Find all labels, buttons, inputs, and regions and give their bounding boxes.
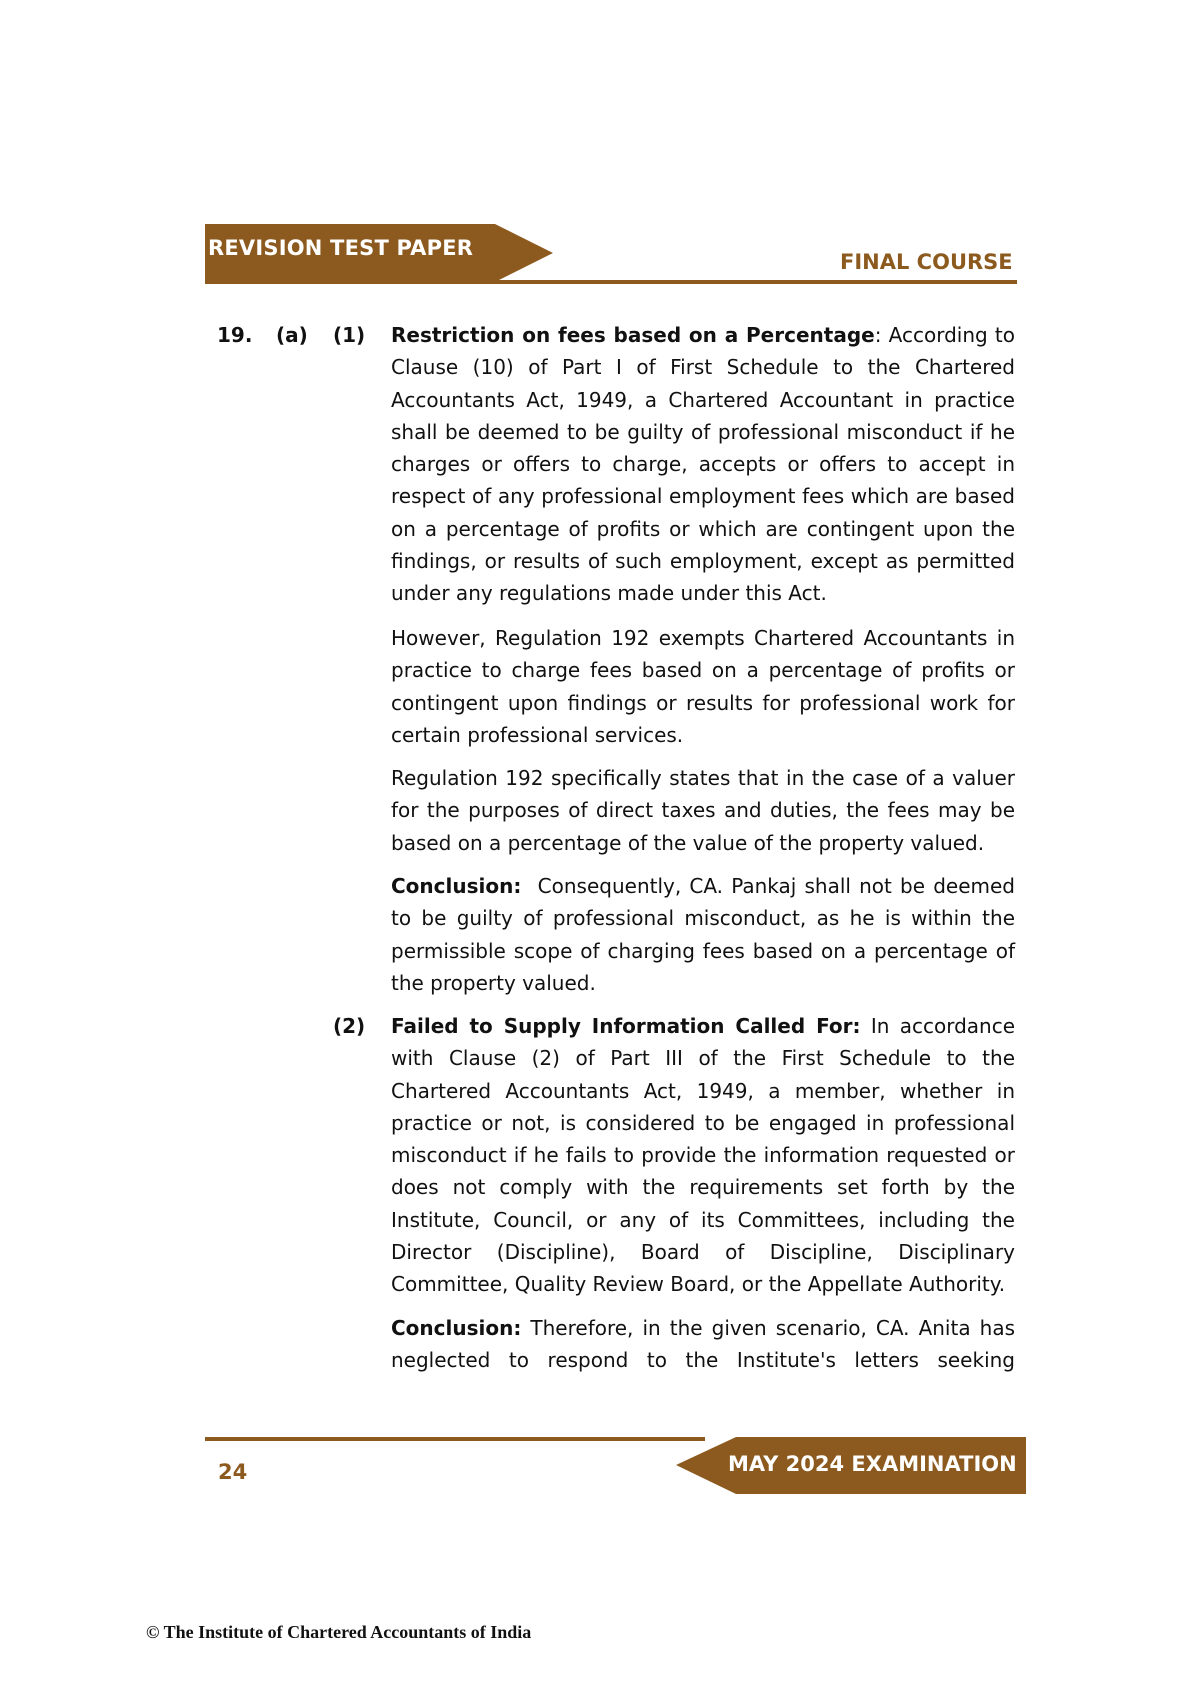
answer1-p1-text: : According to Clause (10) of Part I of First Schedule to the Chartered Accountants Act, 1949, a Chartered Accountant in practice shall be deemed to be guilty of professional misconduct if he charges or offers to charge, accepts or offers to accept in respect of any professional employment fees which are based on a percentage of profits or which are contingent upon the findings, or results of such employment, except as permitted under any regulations made under this Act.	[391, 323, 1015, 606]
copyright-notice: © The Institute of Chartered Accountants of India	[146, 1622, 532, 1642]
header-rule	[205, 280, 1017, 284]
header-course-title: FINAL COURSE	[840, 250, 1013, 274]
answer1-conclusion-label: Conclusion:	[391, 874, 522, 898]
answer2-conclusion	[391, 1312, 1015, 1377]
header-left-tag: REVISION TEST PAPER	[208, 236, 474, 260]
page-number: 24	[218, 1460, 248, 1484]
answer1-paragraph-1	[391, 319, 1015, 610]
footer-rule	[205, 1437, 705, 1441]
answer2-paragraph-1	[391, 1010, 1015, 1301]
sub-label-2: (2)	[333, 1014, 366, 1038]
answer1-heading: Restriction on fees based on a Percentage	[391, 323, 875, 347]
answer1-paragraph-3: Regulation 192 specifically states that in the case of a valuer for the purposes of direct taxes and duties, the fees may be based on a percentage of the value of the property valued.	[391, 766, 1015, 855]
answer2-heading: Failed to Supply Information Called For:	[391, 1014, 861, 1038]
footer-exam-label: MAY 2024 EXAMINATION	[728, 1452, 1017, 1476]
answer1-conclusion-text: Consequently, CA. Pankaj shall not be deemed to be guilty of professional misconduct, as he is within the permissible scope of charging fees based on a percentage of the property valued.	[391, 874, 1022, 995]
answer2-conclusion-text: Therefore, in the given scenario, CA. Anita has neglected to respond to the Institute's letters seeking	[391, 1316, 1015, 1373]
sub-label-1: (1)	[333, 323, 366, 347]
answer1-paragraph-2: However, Regulation 192 exempts Chartered Accountants in practice to charge fees based on a percentage of profits or contingent upon findings or results for professional work for certain professional services.	[391, 626, 1015, 747]
answer2-p1-text: In accordance with Clause (2) of Part III of the First Schedule to the Chartered Accountants Act, 1949, a member, whether in practice or not, is considered to be engaged in professional misconduct if he fails to provide the information requested or does not comply with the requirements set forth by the Institute, Council, or any of its Committees, including the Director (Discipline), Board of Discipline, Disciplinary Committee, Quality Review Board, or the Appellate Authority.	[391, 1014, 1015, 1297]
part-label: (a)	[276, 323, 308, 347]
answer1-conclusion	[391, 870, 1022, 999]
question-number: 19.	[217, 323, 253, 347]
answer2-conclusion-label: Conclusion:	[391, 1316, 522, 1340]
